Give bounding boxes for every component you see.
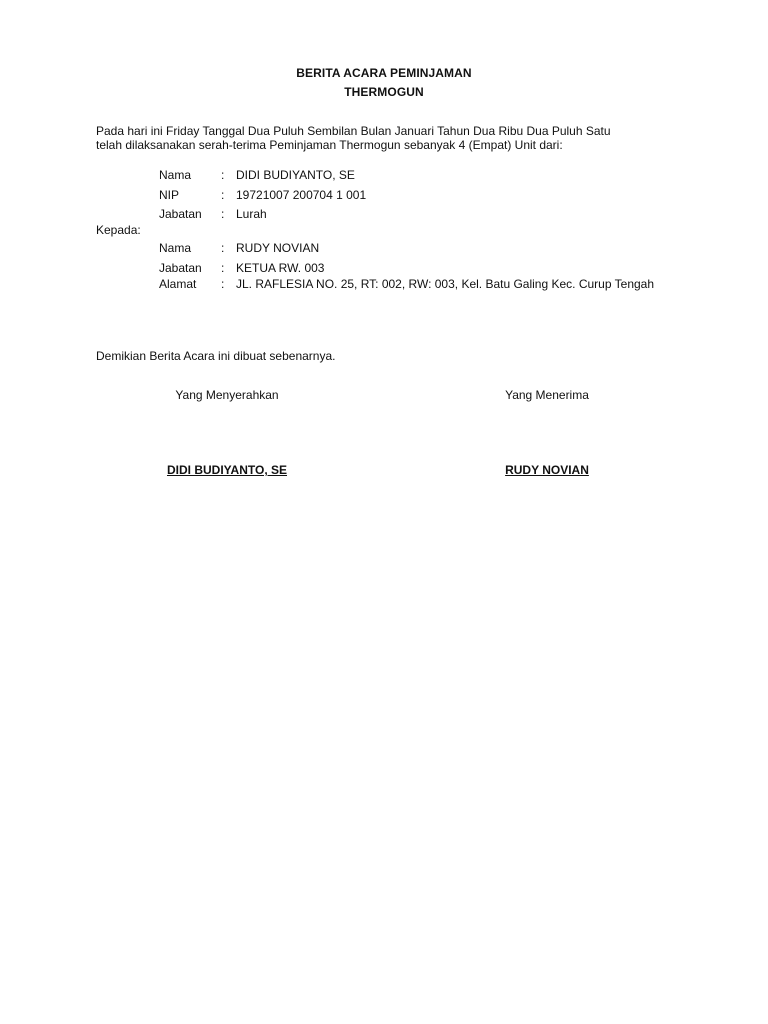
receiver-nama-label: Nama (159, 241, 192, 255)
receiver-jabatan-label: Jabatan (159, 261, 202, 275)
signature-name-giver: DIDI BUDIYANTO, SE (166, 463, 288, 477)
giver-jabatan-label: Jabatan (159, 207, 202, 221)
separator-colon: : (221, 261, 225, 275)
document-title: BERITA ACARA PEMINJAMAN (296, 66, 472, 80)
closing-statement: Demikian Berita Acara ini dibuat sebenarnya. (96, 349, 336, 363)
document-subtitle: THERMOGUN (344, 85, 424, 99)
separator-colon: : (221, 168, 225, 182)
giver-jabatan-value: Lurah (236, 207, 267, 221)
separator-colon: : (221, 188, 225, 202)
receiver-jabatan-value: KETUA RW. 003 (236, 261, 325, 275)
kepada-label: Kepada: (96, 223, 141, 237)
separator-colon: : (221, 277, 225, 291)
separator-colon: : (221, 241, 225, 255)
intro-line-1: Pada hari ini Friday Tanggal Dua Puluh Sembilan Bulan Januari Tahun Dua Ribu Dua Puluh Satu (96, 124, 611, 138)
giver-nip-value: 19721007 200704 1 001 (236, 188, 367, 202)
receiver-alamat-label: Alamat (159, 277, 197, 291)
giver-nama-label: Nama (159, 168, 192, 182)
receiver-nama-value: RUDY NOVIAN (236, 241, 320, 255)
separator-colon: : (221, 207, 225, 221)
giver-nip-label: NIP (159, 188, 180, 202)
signature-role-receiver: Yang Menerima (505, 388, 589, 402)
signature-role-giver: Yang Menyerahkan (175, 388, 279, 402)
signature-name-receiver: RUDY NOVIAN (505, 463, 589, 477)
intro-line-2: telah dilaksanakan serah-terima Peminjaman Thermogun sebanyak 4 (Empat) Unit dari: (96, 138, 563, 152)
receiver-alamat-value: JL. RAFLESIA NO. 25, RT: 002, RW: 003, Kel. Batu Galing Kec. Curup Tengah (236, 277, 655, 291)
giver-nama-value: DIDI BUDIYANTO, SE (236, 168, 355, 182)
